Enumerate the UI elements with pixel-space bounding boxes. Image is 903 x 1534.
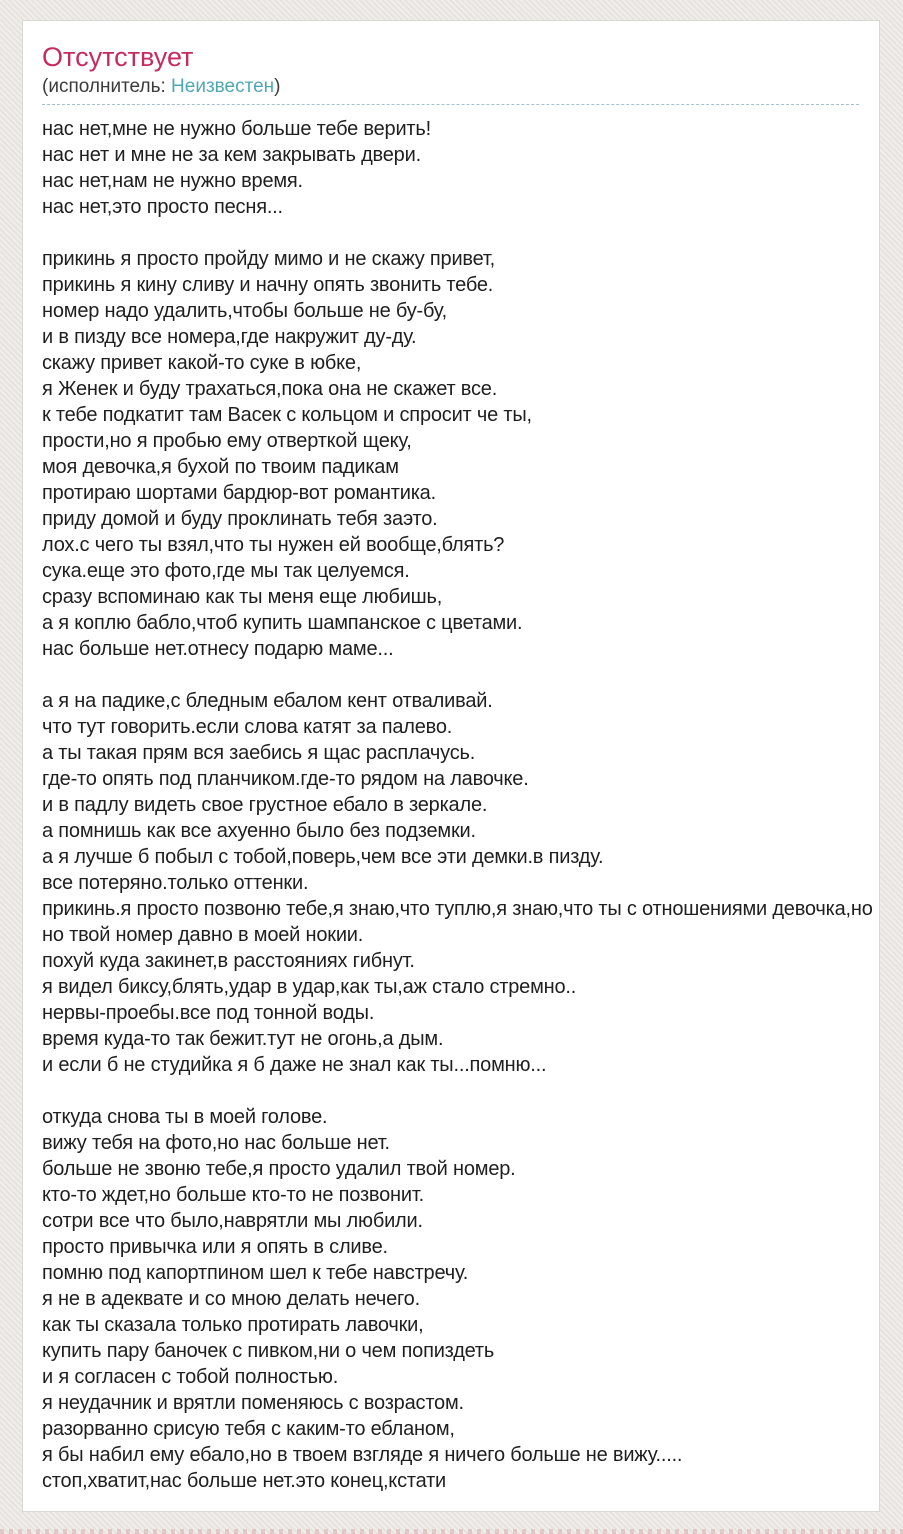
- lyric-line: и я согласен с тобой полностью.: [42, 1366, 339, 1389]
- song-title: Отсутствует: [42, 42, 194, 72]
- lyric-line: купить пару баночек с пивком,ни о чем попиздеть: [42, 1340, 495, 1363]
- lyric-line: лох.с чего ты взял,что ты нужен ей вообще,блять?: [42, 534, 505, 557]
- lyric-line: я неудачник и врятли поменяюсь с возрастом.: [42, 1392, 464, 1415]
- lyric-line: нас нет и мне не за кем закрывать двери.: [42, 144, 421, 167]
- lyric-line: протираю шортами бардюр-вот романтика.: [42, 482, 436, 505]
- lyric-line: но твой номер давно в моей нокии.: [42, 924, 364, 947]
- lyric-line: нервы-проебы.все под тонной воды.: [42, 1002, 375, 1025]
- lyric-line: нас нет,это просто песня...: [42, 196, 283, 219]
- lyric-line: просто привычка или я опять в сливе.: [42, 1236, 388, 1259]
- lyric-stanza: [42, 688, 873, 1078]
- lyric-stanza: [42, 1104, 859, 1494]
- lyric-line: прикинь я просто пройду мимо и не скажу привет,: [42, 248, 495, 271]
- bottom-accent-border: [0, 1529, 903, 1534]
- lyric-line: моя девочка,я бухой по твоим падикам: [42, 456, 399, 479]
- lyric-line: а я коплю бабло,чтоб купить шампанское с цветами.: [42, 612, 523, 635]
- lyric-line: как ты сказала только протирать лавочки,: [42, 1314, 424, 1337]
- lyric-line: откуда снова ты в моей голове.: [42, 1106, 328, 1129]
- lyric-line: время куда-то так бежит.тут не огонь,а дым.: [42, 1028, 444, 1051]
- song-header: [42, 43, 859, 105]
- lyric-line: номер надо удалить,чтобы больше не бу-бу,: [42, 300, 447, 323]
- lyric-line: я бы набил ему ебало,но в твоем взгляде я ничего больше не вижу.....: [42, 1444, 683, 1467]
- lyric-line: нас нет,нам не нужно время.: [42, 170, 303, 193]
- lyric-line: я видел биксу,блять,удар в удар,как ты,аж стало стремно..: [42, 976, 577, 999]
- lyric-line: приду домой и буду проклинать тебя заэто.: [42, 508, 438, 531]
- lyric-line: все потеряно.только оттенки.: [42, 872, 309, 895]
- lyric-line: скажу привет какой-то суке в юбке,: [42, 352, 362, 375]
- lyric-line: а помнишь как все ахуенно было без подземки.: [42, 820, 476, 843]
- lyric-line: нас нет,мне не нужно больше тебе верить!: [42, 118, 431, 141]
- lyric-stanza: [42, 116, 859, 220]
- lyric-line: сука.еще это фото,где мы так целуемся.: [42, 560, 410, 583]
- lyric-line: помню под капортпином шел к тебе навстречу.: [42, 1262, 469, 1285]
- lyric-line: а я на падике,с бледным ебалом кент отваливай.: [42, 690, 493, 713]
- lyric-line: к тебе подкатит там Васек с кольцом и спросит че ты,: [42, 404, 532, 427]
- lyric-line: прикинь я кину сливу и начну опять звонить тебе.: [42, 274, 494, 297]
- artist-line: [42, 76, 859, 99]
- lyric-line: похуй куда закинет,в расстояниях гибнут.: [42, 950, 415, 973]
- lyric-line: я не в адеквате и со мною делать нечего.: [42, 1288, 420, 1311]
- lyric-line: прикинь.я просто позвоню тебе,я знаю,что туплю,я знаю,что ты с отношениями девочка,но: [42, 898, 873, 921]
- lyrics-text: [42, 116, 873, 1494]
- lyric-line: я Женек и буду трахаться,пока она не скажет все.: [42, 378, 498, 401]
- content-card: [22, 20, 880, 1512]
- artist-label-prefix: (исполнитель:: [42, 75, 172, 97]
- lyric-line: нас больше нет.отнесу подарю маме...: [42, 638, 394, 661]
- lyric-line: кто-то ждет,но больше кто-то не позвонит.: [42, 1184, 424, 1207]
- lyric-line: стоп,хватит,нас больше нет.это конец,кстати: [42, 1470, 447, 1493]
- lyric-line: больше не звоню тебе,я просто удалил твой номер.: [42, 1158, 516, 1181]
- lyric-line: и если б не студийка я б даже не знал как ты...помню...: [42, 1054, 547, 1077]
- lyric-line: что тут говорить.если слова катят за палево.: [42, 716, 453, 739]
- lyric-line: а я лучше б побыл с тобой,поверь,чем все эти демки.в пизду.: [42, 846, 604, 869]
- lyric-line: и в падлу видеть свое грустное ебало в зеркале.: [42, 794, 488, 817]
- lyric-line: а ты такая прям вся заебись я щас расплачусь.: [42, 742, 476, 765]
- lyric-line: прости,но я пробью ему отверткой щеку,: [42, 430, 412, 453]
- lyric-line: разорванно срисую тебя с каким-то ебланом,: [42, 1418, 455, 1441]
- artist-label-suffix: ): [274, 75, 281, 97]
- lyric-line: где-то опять под планчиком.где-то рядом на лавочке.: [42, 768, 529, 791]
- lyric-line: вижу тебя на фото,но нас больше нет.: [42, 1132, 390, 1155]
- lyric-line: сразу вспоминаю как ты меня еще любишь,: [42, 586, 443, 609]
- artist-link[interactable]: Неизвестен: [171, 75, 275, 97]
- lyric-stanza: [42, 246, 859, 662]
- lyric-line: и в пизду все номера,где накружит ду-ду.: [42, 326, 417, 349]
- lyric-line: сотри все что было,наврятли мы любили.: [42, 1210, 423, 1233]
